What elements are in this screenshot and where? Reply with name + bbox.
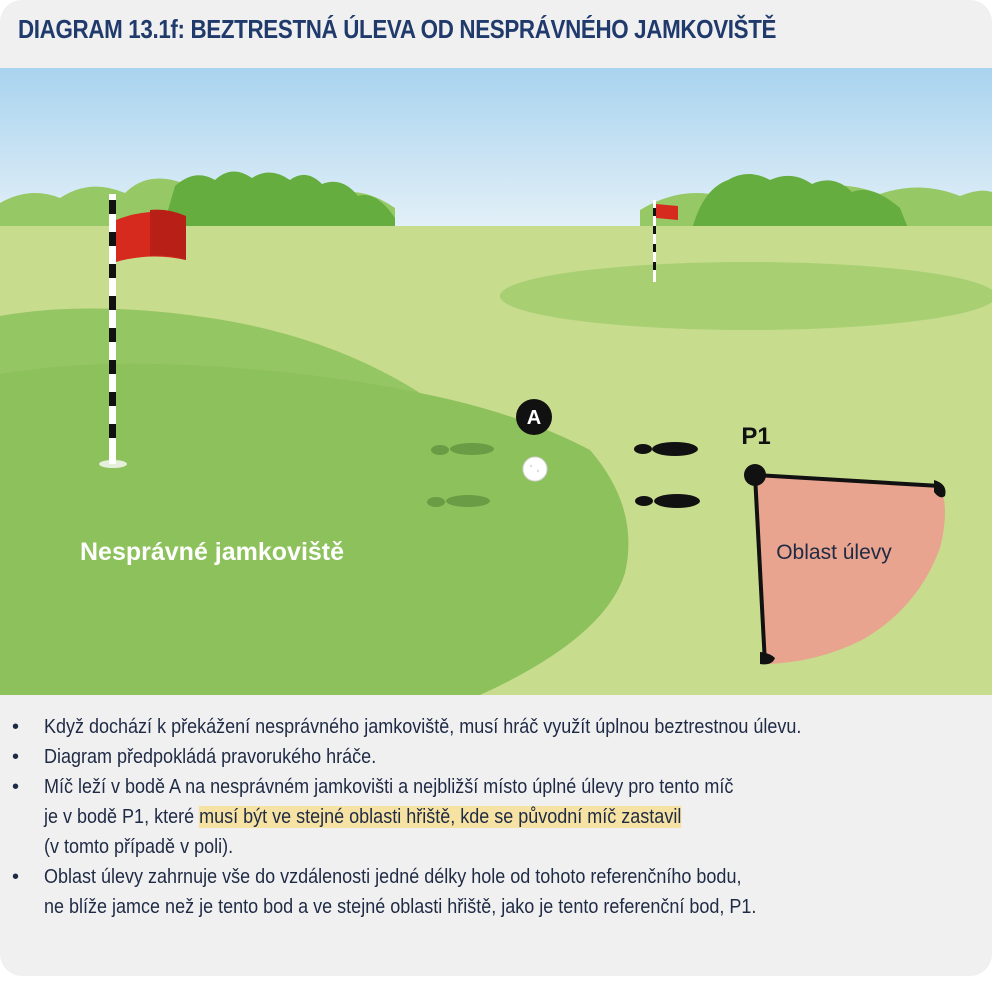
golf-ball: [523, 457, 547, 481]
point-p1-label: P1: [741, 423, 771, 450]
highlighted-text: musí být ve stejné oblasti hřiště, kde se původní míč zastavil: [199, 806, 682, 828]
wrong-green-label: Nesprávné jamkoviště: [80, 538, 345, 566]
bullet-item: [0, 742, 992, 772]
correct-green: [500, 262, 992, 330]
bullet-text: • Oblast úlevy zahrnuje vše do vzdálenosti jedné délky hole od tohoto referenčního bodu,: [44, 866, 742, 888]
golf-scene: [0, 68, 992, 695]
bullet-text: • Míč leží v bodě A na nesprávném jamkovišti a nejbližší místo úplné úlevy pro tento míč: [44, 776, 734, 798]
bullet-item: [0, 862, 992, 922]
point-a-marker: [516, 399, 552, 435]
far-flag-icon: [656, 204, 678, 220]
footprint-icon: [635, 494, 700, 508]
footprint-icon: [634, 442, 698, 456]
bullet-item: [0, 772, 992, 862]
bullet-text: je v bodě P1, které: [44, 806, 200, 828]
bullet-text: Diagram předpokládá pravorukého hráče.: [44, 746, 377, 768]
diagram-title: DIAGRAM 13.1f: BEZTRESTNÁ ÚLEVA OD NESPRÁVNÉHO JAMKOVIŠTĚ: [18, 14, 777, 44]
bullet-text: Když dochází k překážení nesprávného jamkoviště, musí hráč využít úplnou beztrestnou úlevu.: [44, 716, 802, 738]
bullet-text: (v tomto případě v poli).: [44, 836, 234, 858]
explanation-list: [0, 712, 992, 922]
point-a-label: A: [526, 407, 542, 429]
point-p1-dot: [744, 464, 766, 486]
relief-area-label: Oblast úlevy: [776, 541, 892, 564]
bullet-item: [0, 712, 992, 742]
bullet-text: ne blíže jamce než je tento bod a ve stejné oblasti hřiště, jako je tento referenční bod, P1.: [44, 896, 757, 918]
